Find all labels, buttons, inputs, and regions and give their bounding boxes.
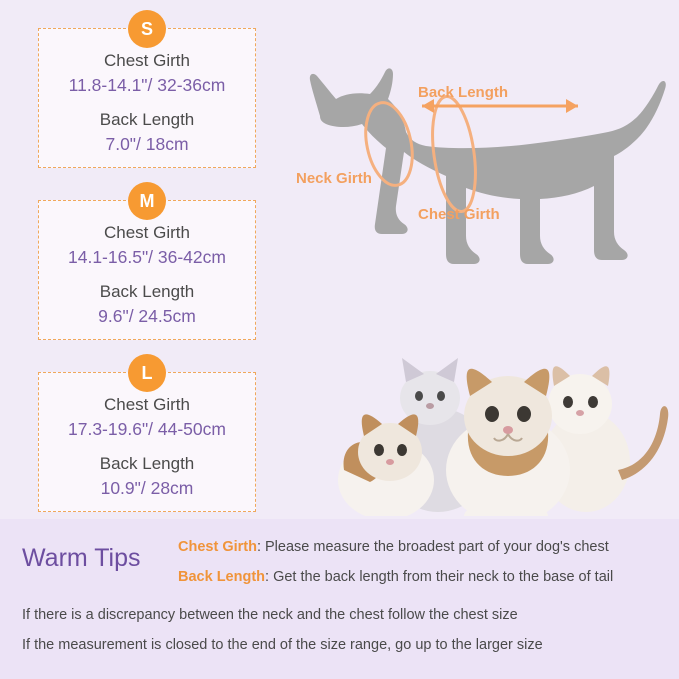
tip-chest-girth-text: : Please measure the broadest part of your dog's chest: [256, 539, 609, 555]
warm-tips-section: [0, 519, 679, 679]
tip-chest-girth: [178, 539, 609, 555]
back-length-label-s: Back Length: [99, 110, 195, 129]
chest-girth-diagram-label: Chest Girth: [418, 206, 500, 223]
tip-round-up: If the measurement is closed to the end of the size range, go up to the larger size: [22, 637, 543, 653]
size-badge-s: S: [128, 10, 166, 48]
chest-girth-value-s: 11.8-14.1"/ 32-36cm: [68, 75, 226, 95]
tip-back-length-text: : Get the back length from their neck to the base of tail: [265, 569, 614, 585]
neck-girth-diagram-label: Neck Girth: [296, 170, 372, 187]
tip-discrepancy: If there is a discrepancy between the neck and the chest follow the chest size: [22, 607, 518, 623]
chest-girth-label-l: Chest Girth: [104, 395, 190, 414]
kittens-photo: [318, 340, 670, 516]
chest-girth-value-l: 17.3-19.6"/ 44-50cm: [68, 419, 226, 439]
chest-girth-label-s: Chest Girth: [104, 51, 190, 70]
chest-girth-label-m: Chest Girth: [104, 223, 190, 242]
tip-back-length: [178, 569, 613, 585]
tip-chest-girth-key: Chest Girth: [178, 539, 257, 555]
size-badge-l: L: [128, 354, 166, 392]
size-badge-m: M: [128, 182, 166, 220]
back-length-value-l: 10.9"/ 28cm: [100, 478, 194, 498]
back-length-value-s: 7.0"/ 18cm: [105, 134, 189, 154]
measurement-diagram: [278, 36, 670, 306]
back-length-label-m: Back Length: [99, 282, 195, 301]
size-card-l: [38, 363, 256, 512]
chest-girth-value-m: 14.1-16.5"/ 36-42cm: [68, 247, 226, 267]
back-length-label-l: Back Length: [99, 454, 195, 473]
warm-tips-title: Warm Tips: [22, 544, 141, 572]
tip-back-length-key: Back Length: [178, 569, 266, 585]
back-length-value-m: 9.6"/ 24.5cm: [98, 306, 196, 326]
size-card-s: [38, 19, 256, 168]
back-length-diagram-label: Back Length: [418, 84, 509, 101]
size-card-m: [38, 191, 256, 340]
